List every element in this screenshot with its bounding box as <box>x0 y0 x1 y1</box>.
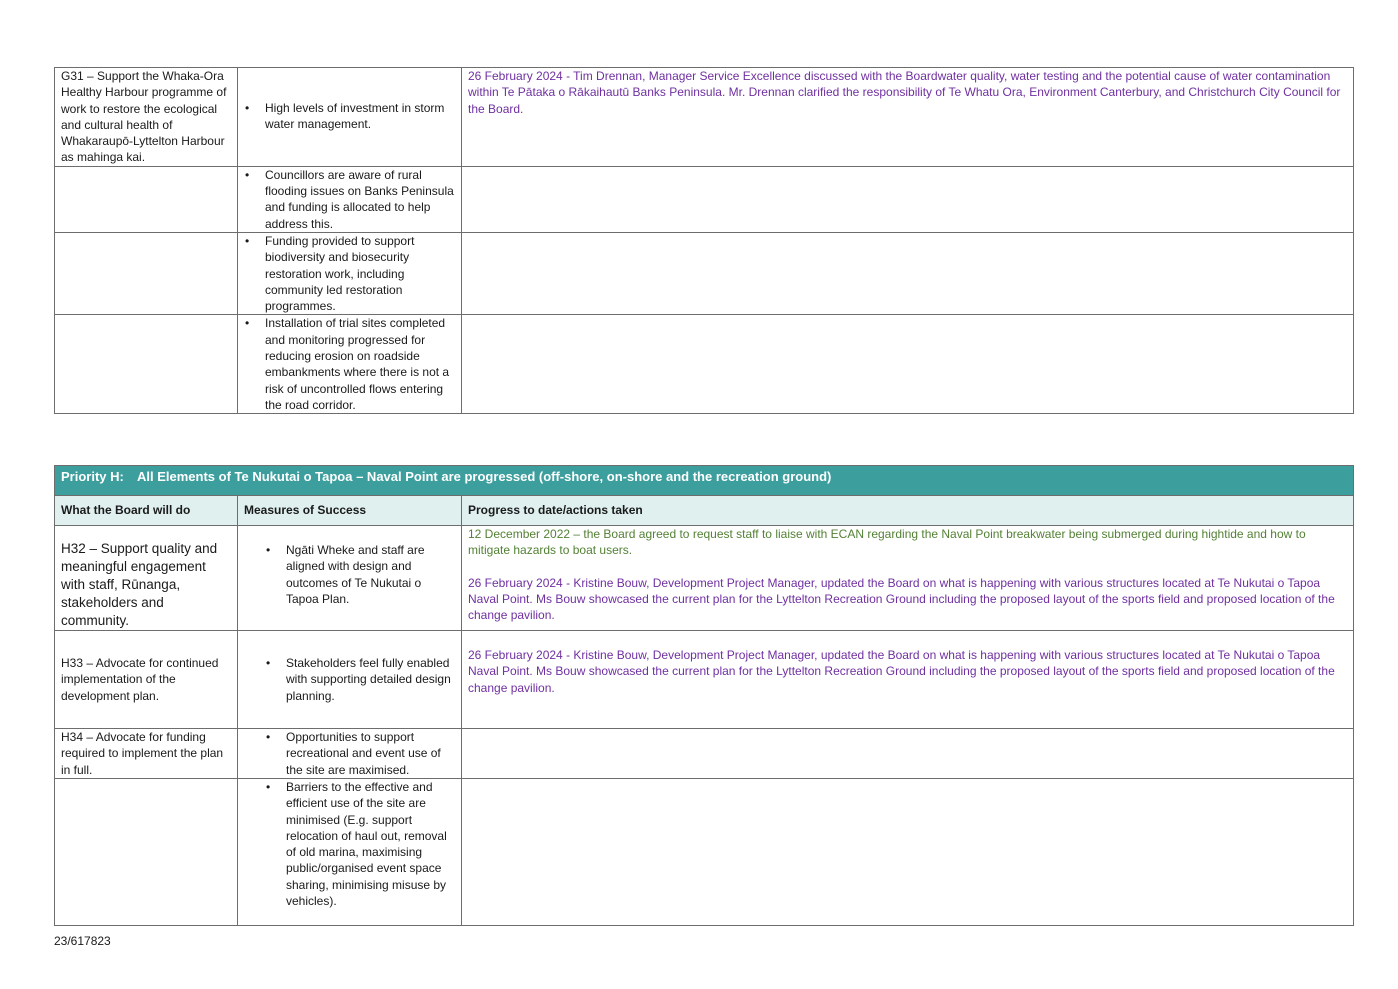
header-progress: Progress to date/actions taken <box>462 496 1354 526</box>
table-row <box>55 729 1354 779</box>
table-row <box>55 166 1354 232</box>
measure-bullet: • Barriers to the effective and efficient use of the site are minimised (E.g. support relocation of haul out, removal of old marina, maximising public/organised event space sharing, minimising misuse by vehicles). <box>286 779 455 909</box>
measure-bullet: • Ngāti Wheke and staff are aligned with design and outcomes of Te Nukutai o Tapoa Plan. <box>286 542 455 607</box>
measure-cell <box>238 166 462 232</box>
priority-label: Priority H: <box>61 469 124 484</box>
progress-cell <box>462 631 1354 729</box>
board-action-cell <box>55 631 238 729</box>
measure-cell <box>238 315 462 414</box>
board-action-text: H32 – Support quality and meaningful engagement with staff, Rūnanga, stakeholders and community. <box>61 541 218 628</box>
board-action-cell <box>55 166 238 232</box>
table-row <box>55 526 1354 631</box>
progress-cell <box>462 315 1354 414</box>
measure-bullet: • Funding provided to support biodiversity and biosecurity restoration work, including community led restoration programmes. <box>265 233 455 314</box>
measure-bullet: • Stakeholders feel fully enabled with supporting detailed design planning. <box>286 655 455 704</box>
measure-bullet: • Councillors are aware of rural flooding issues on Banks Peninsula and funding is allocated to help address this. <box>265 167 455 232</box>
board-action-cell <box>55 232 238 314</box>
table-row <box>55 68 1354 167</box>
progress-entry: 12 December 2022 – the Board agreed to request staff to liaise with ECAN regarding the Naval Point breakwater being submerged during hightide and how to mitigate hazards to boat users. <box>468 527 1306 558</box>
board-action-cell <box>55 779 238 926</box>
measure-bullet: • High levels of investment in storm water management. <box>265 100 455 133</box>
progress-cell: 26 February 2024 - Tim Drennan, Manager Service Excellence discussed with the Boardwater quality, water testing and the potential cause of water contamination within Te Pātaka o Rākaihautū Banks Peninsula. Mr. Drennan clarified the responsibility of Te Whatu Ora, Environment Canterbury, and Christchurch City Council for the Board. <box>462 68 1354 167</box>
board-action-cell: G31 – Support the Whaka-Ora Healthy Harbour programme of work to restore the ecological and cultural health of Whakaraupō-Lyttelton Harbour as mahinga kai. <box>55 68 238 167</box>
header-row <box>55 496 1354 526</box>
document-number: 23/617823 <box>54 934 111 948</box>
table-row <box>55 631 1354 729</box>
measure-cell <box>238 68 462 167</box>
priority-title: All Elements of Te Nukutai o Tapoa – Naval Point are progressed (off-shore, on-shore and the recreation ground) <box>136 469 832 484</box>
board-action-cell <box>55 315 238 414</box>
measure-bullet: • Opportunities to support recreational and event use of the site are maximised. <box>286 729 455 778</box>
measure-bullet: • Installation of trial sites completed and monitoring progressed for reducing erosion on roadside embankments where there is not a risk of uncontrolled flows entering the road corridor. <box>265 315 455 413</box>
measure-cell <box>238 631 462 729</box>
header-board: What the Board will do <box>55 496 238 526</box>
priority-h-table <box>54 465 1354 926</box>
table-row <box>55 232 1354 314</box>
progress-cell <box>462 232 1354 314</box>
measure-cell <box>238 232 462 314</box>
progress-entry: 26 February 2024 - Kristine Bouw, Development Project Manager, updated the Board on what is happening with various structures located at Te Nukutai o Tapoa Naval Point. Ms Bouw showcased the current plan for the Lyttelton Recreation Ground including the proposed layout of the sports field and proposed location of the change pavilion. <box>468 575 1335 623</box>
progress-entry: 26 February 2024 - Kristine Bouw, Development Project Manager, updated the Board on what is happening with various structures located at Te Nukutai o Tapoa Naval Point. Ms Bouw showcased the current plan for the Lyttelton Recreation Ground including the proposed layout of the sports field and proposed location of the change pavilion. <box>468 648 1335 695</box>
board-action-cell: H34 – Advocate for funding required to implement the plan in full. <box>55 729 238 779</box>
measure-cell <box>238 729 462 779</box>
header-measures: Measures of Success <box>238 496 462 526</box>
table-row <box>55 779 1354 926</box>
progress-cell <box>462 526 1354 631</box>
board-action-text: H33 – Advocate for continued implementation of the development plan. <box>61 656 219 703</box>
progress-cell <box>462 779 1354 926</box>
measure-cell <box>238 779 462 926</box>
board-action-cell <box>55 526 238 631</box>
priority-g-table <box>54 67 1354 414</box>
progress-cell <box>462 166 1354 232</box>
measure-cell <box>238 526 462 631</box>
progress-cell <box>462 729 1354 779</box>
priority-banner <box>55 466 1354 496</box>
table-row <box>55 315 1354 414</box>
priority-banner-cell <box>55 466 1354 496</box>
